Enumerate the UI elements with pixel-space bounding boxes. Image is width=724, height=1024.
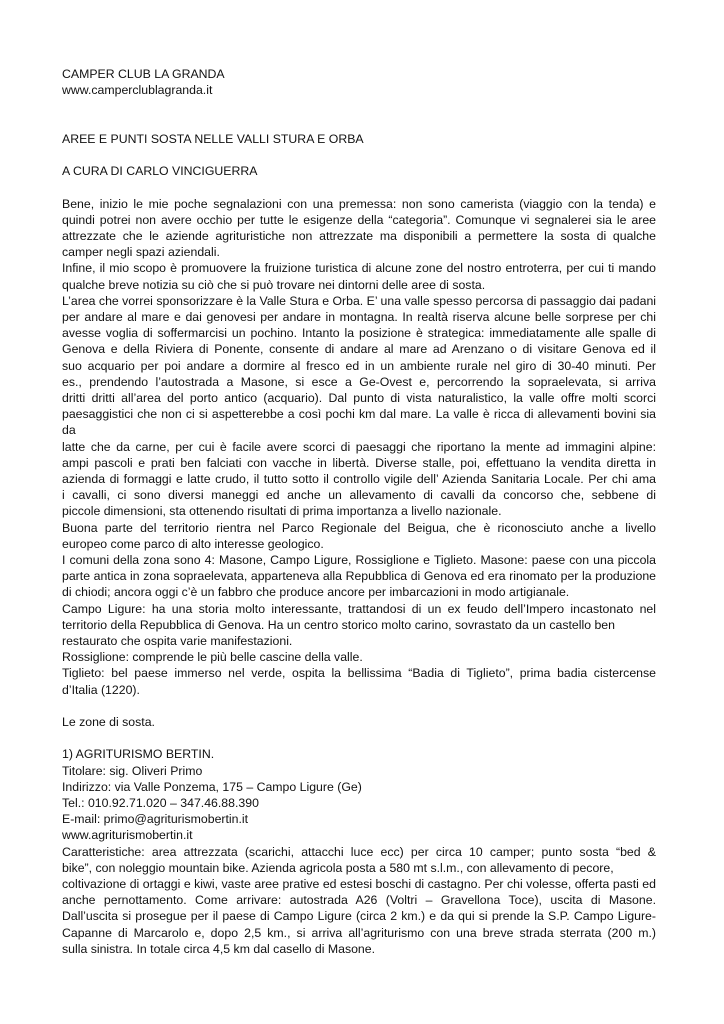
agriturismo-phone: Tel.: 010.92.71.020 – 347.46.88.390 [62,796,259,811]
body-line: ampi pascoli e prati ben falciati con vacche in libertà. Diverse stalle, poi, effettuano la vendita diretta in [62,455,656,470]
body-line: piccole dimensioni, sta ottenendo risultati di prima importanza a livello nazionale. [62,504,502,519]
body-line: Infine, il mio scopo è promuovere la fruizione turistica di alcune zone del nostro entroterra, per cui ti mando [62,261,656,276]
body-line: di chiodi; ancora oggi c’è un fabbro che produce ancore per imbarcazioni in modo artigianale. [62,585,570,600]
body-line: quindi potrei non avere occhio per tutte le esigenze della “categoria”. Comunque vi segnalerei sia le aree [62,212,656,227]
features-line: bike”, con noleggio mountain bike. Azienda agricola posta a 580 mt s.l.m., con allevamento di pecore, [62,860,614,875]
document-title: AREE E PUNTI SOSTA NELLE VALLI STURA E ORBA [62,131,364,146]
body-line: es., prendendo l’autostrada a Masone, si esce a Ge-Ovest e, percorrendo la sopraelevata, si arriva [62,374,656,389]
body-line: Genova e della Riviera di Ponente, consente di andare al mare ad Arenzano o di visitare Genova ed il [62,342,656,357]
body-line: attrezzate che le aziende agrituristiche non attrezzate ma disponibili a permettere la sosta di qualche [62,228,656,243]
agriturismo-owner: Titolare: sig. Oliveri Primo [62,763,203,778]
features-line: Dall’uscita si prosegue per il paese di Campo Ligure (circa 2 km.) e da qui si prende la S.P. Campo Ligure- [62,909,656,924]
body-line: I comuni della zona sono 4: Masone, Campo Ligure, Rossiglione e Tiglieto. Masone: paese con una piccola [62,553,656,568]
body-line: camper negli spazi aziendali. [62,245,220,260]
club-name: CAMPER CLUB LA GRANDA [62,67,225,81]
agriturismo-title: 1) AGRITURISMO BERTIN. [62,747,215,762]
body-line: suo acquario per poi andare a dormire al fresco ed in un ambiente rurale nel giro di 30-40 minuti. Per [62,358,656,373]
body-line: latte che da carne, per cui è facile avere scorci di paesaggi che riportano la mente ad immagini alpine: [62,439,656,454]
body-line: parte antica in zona sopraelevata, apparteneva alla Repubblica di Genova ed era rinomato per la produzione [62,569,656,584]
body-line: paesaggistici che non ci si aspetterebbe a così pochi km dal mare. La valle è ricca di allevamenti bovini sia da [62,407,656,438]
body-line: Rossiglione: comprende le più belle cascine della valle. [62,650,363,665]
body-line: d’Italia (1220). [62,682,140,697]
features-line: coltivazione di ortaggi e kiwi, vaste aree prative ed estesi boschi di castagno. Per chi volesse, offerta pasti ed [62,877,656,892]
body-line: restaurato che ospita varie manifestazioni. [62,634,293,649]
zones-heading: Le zone di sosta. [62,715,155,730]
header-block [62,66,656,98]
body-line: azienda di formaggi e latte crudo, il tutto sotto il controllo vigile dell’ Azienda Sanitaria Locale. Per chi ama [62,472,656,487]
features-line: sulla sinistra. In totale circa 4,5 km dal casello di Masone. [62,941,376,956]
agriturismo-entry [62,746,656,957]
body-text [62,196,656,698]
features-line: anche pernottamento. Come arrivare: autostrada A26 (Voltri – Gravellona Toce), uscita di Masone. [62,893,656,908]
body-line: L’area che vorrei sponsorizzare è la Valle Stura e Orba. E’ una valle spesso percorsa di passaggio dai padani [62,293,657,308]
body-line: per andare al mare e dai genovesi per andare in montagna. In realtà riserva alcune belle sorprese per chi [62,310,656,324]
club-website: www.camperclublagranda.it [62,83,213,98]
body-line: Bene, inizio le mie poche segnalazioni con una premessa: non sono camerista (viaggio con la tenda) e [62,196,656,211]
body-line: avesse voglia di soffermarcisi un pochino. Intanto la posizione è strategica: immediatamente alle spalle di [62,326,656,341]
body-line: dritti dritti all’area del porto antico (acquario). Dal punto di vista naturalistico, la valle offre molti scorci [62,391,656,406]
body-line: europeo come parco di alto interesse geologico. [62,536,324,551]
body-line: qualche breve notizia su ciò che si può trovare nei dintorni delle aree di sosta. [62,277,486,292]
features-line: Caratteristiche: area attrezzata (scarichi, attacchi luce ecc) per circa 10 camper; punto sosta “bed & [62,844,656,859]
agriturismo-features [62,844,656,957]
features-line: Capanne di Marcarolo e, dopo 2,5 km., si arriva all’agriturismo con una breve strada sterrata (200 m.) [62,925,656,940]
agriturismo-email: E-mail: primo@agriturismobertin.it [62,812,249,827]
body-line: Tiglieto: bel paese immerso nel verde, ospita la bellissima “Badia di Tiglieto”, prima badia cistercense [62,666,656,681]
agriturismo-web: www.agriturismobertin.it [62,828,193,843]
body-line: territorio della Repubblica di Genova. Ha un centro storico molto carino, sovrastato da un castello ben [62,617,615,632]
body-line: Buona parte del territorio rientra nel Parco Regionale del Beigua, che è riconosciuto anche a livello [62,520,656,535]
body-line: Campo Ligure: ha una storia molto interessante, trattandosi di un ex feudo dell’Impero incastonato nel [62,601,656,616]
body-line: i cavalli, ci sono diversi maneggi ed anche un allevamento di cavalli da concorso che, sebbene di [62,488,656,503]
agriturismo-address: Indirizzo: via Valle Ponzema, 175 – Campo Ligure (Ge) [62,779,362,794]
document-author: A CURA DI CARLO VINCIGUERRA [62,164,258,179]
